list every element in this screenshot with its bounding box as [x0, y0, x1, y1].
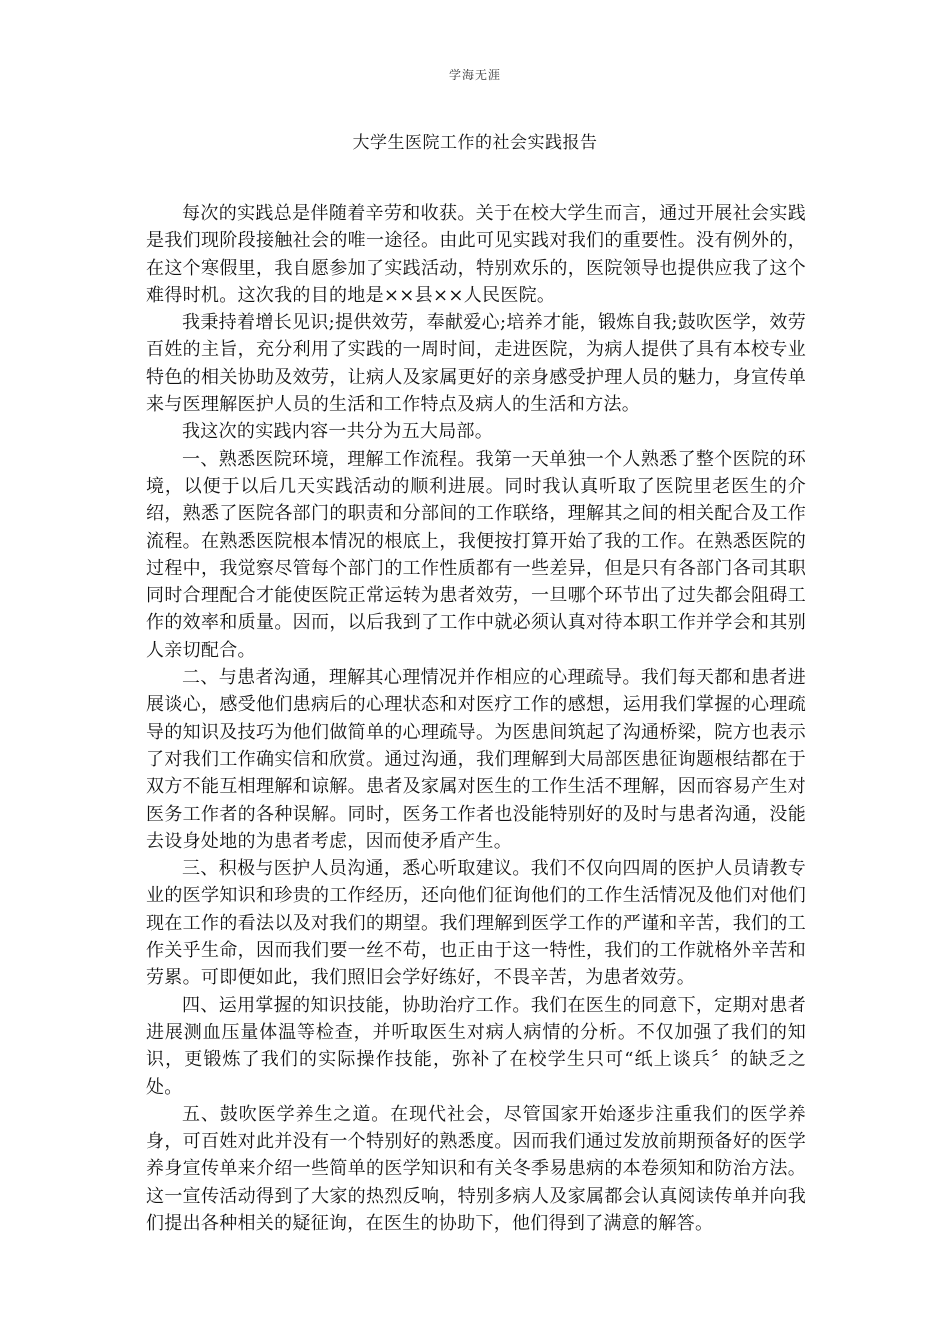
paragraph-purpose: 我秉持着增长见识;提供效劳，奉献爱心;培养才能，锻炼自我;鼓吹医学，效劳百姓的主旨，充分利用了实践的一周时间，走进医院，为病人提供了具有本校专业特色的相关协助及效劳，让病人及家属更好的亲身感受护理人员的魅力，身宣传单来与医理解医护人员的生活和工作特点及病人的生活和方法。 — [146, 312, 806, 416]
paragraph-section-4: 四、运用掌握的知识技能，协助治疗工作。我们在医生的同意下，定期对患者进展测血压量体温等检查，并听取医生对病人病情的分析。不仅加强了我们的知识，更锻炼了我们的实际操作技能，弥补了在校学生只可“纸上谈兵〞的缺乏之处。 — [146, 994, 806, 1098]
paragraph-section-2: 二、与患者沟通，理解其心理情况并作相应的心理疏导。我们每天都和患者进展谈心，感受他们患病后的心理状态和对医疗工作的感想，运用我们掌握的心理疏导的知识及技巧为他们做简单的心理疏导。为医患间筑起了沟通桥梁，院方也表示了对我们工作确实信和欣赏。通过沟通，我们理解到大局部医患征询题根结都在于双方不能互相理解和谅解。患者及家属对医生的工作生活不理解，因而容易产生对医务工作者的各种误解。同时，医务工作者也没能特别好的及时与患者沟通，没能去设身处地的为患者考虑，因而使矛盾产生。 — [146, 667, 806, 852]
paragraph-intro: 每次的实践总是伴随着辛劳和收获。关于在校大学生而言，通过开展社会实践是我们现阶段接触社会的唯一途径。由此可见实践对我们的重要性。没有例外的，在这个寒假里，我自愿参加了实践活动，特别欢乐的，医院领导也提供应我了这个难得时机。这次我的目的地是××县××人民医院。 — [146, 203, 806, 306]
page-header: 学海无涯 — [448, 68, 501, 82]
document-body — [146, 200, 806, 1237]
paragraph-section-5: 五、鼓吹医学养生之道。在现代社会，尽管国家开始逐步注重我们的医学养身，可百姓对此并没有一个特别好的熟悉度。因而我们通过发放前期预备好的医学养身宣传单来介绍一些简单的医学知识和有关冬季易患病的本卷须知和防治方法。这一宣传活动得到了大家的热烈反响，特别多病人及家属都会认真阅读传单并向我们提出各种相关的疑征询，在医生的协助下，他们得到了满意的解答。 — [146, 1103, 806, 1234]
document-title: 大学生医院工作的社会实践报告 — [352, 133, 598, 153]
paragraph-overview: 我这次的实践内容一共分为五大局部。 — [182, 421, 494, 443]
paragraph-section-3: 三、积极与医护人员沟通，悉心听取建议。我们不仅向四周的医护人员请教专业的医学知识和珍贵的工作经历，还向他们征询他们的工作生活情况及他们对他们现在工作的看法以及对我们的期望。我们理解到医学工作的严谨和辛苦，我们的工作关乎生命，因而我们要一丝不苟，也正由于这一特性，我们的工作就格外辛苦和劳累。可即便如此，我们照旧会学好练好，不畏辛苦，为患者效劳。 — [146, 858, 806, 989]
paragraph-section-1: 一、熟悉医院环境，理解工作流程。我第一天单独一个人熟悉了整个医院的环境，以便于以后几天实践活动的顺利进展。同时我认真听取了医院里老医生的介绍，熟悉了医院各部门的职责和分部间的工作联络，理解其之间的相关配合及工作流程。在熟悉医院根本情况的根底上，我便按打算开始了我的工作。在熟悉医院的过程中，我觉察尽管每个部门的工作性质都有一些差异，但是只有各部门各司其职同时合理配合才能使医院正常运转为患者效劳，一旦哪个环节出了过失都会阻碍工作的效率和质量。因而，以后我到了工作中就必须认真对待本职工作并学会和其别人亲切配合。 — [146, 448, 806, 661]
